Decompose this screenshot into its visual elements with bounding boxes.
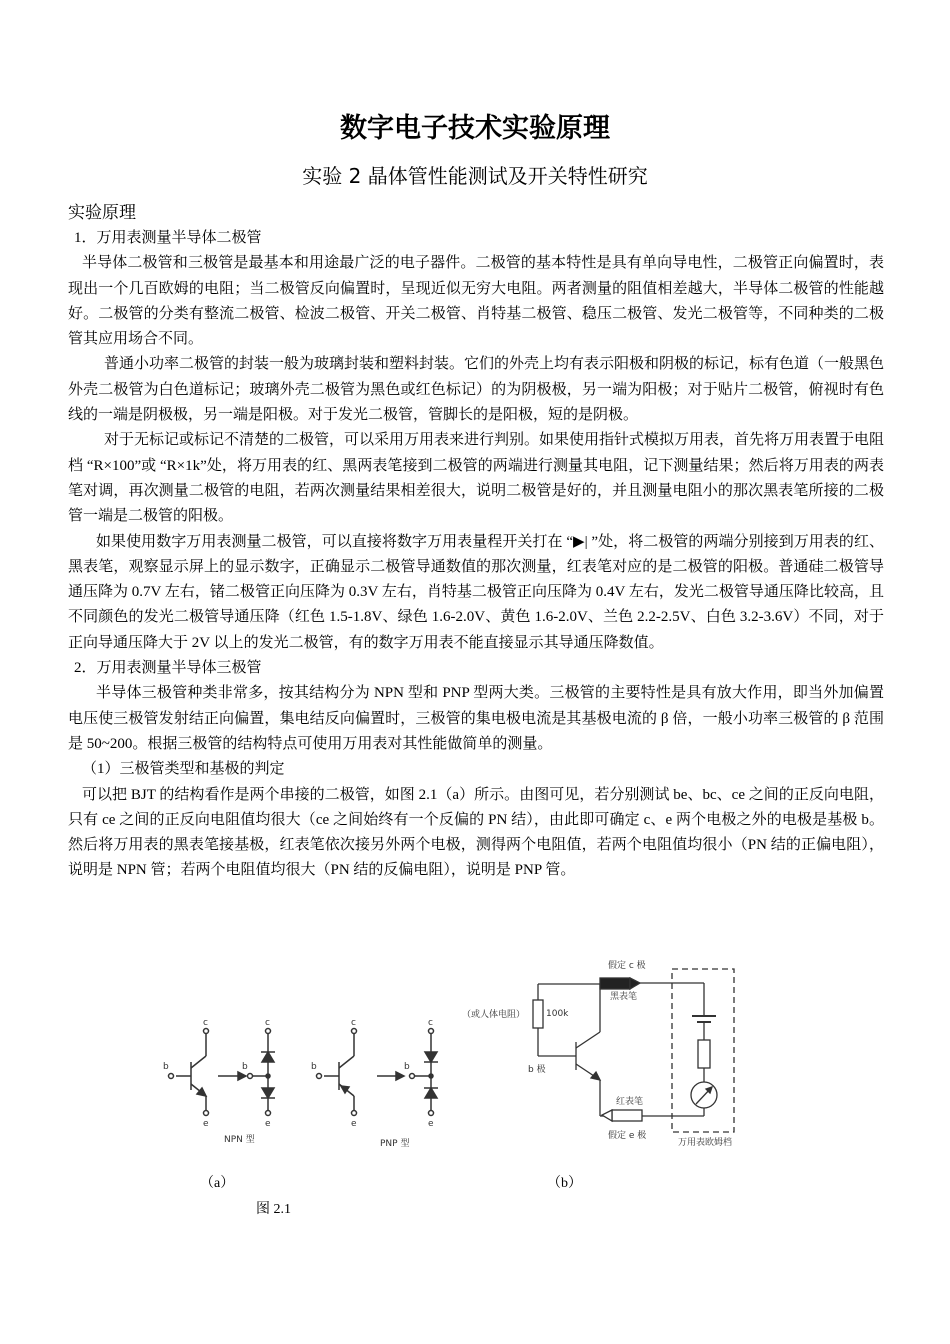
paragraph-subheading: （1）三极管类型和基极的判定 [82, 761, 285, 778]
paragraph: 半导体二极管和三极管是最基本和用途最广泛的电子器件。二极管的基本特性是具有单向导电性，二极管正向偏置时，表现出一个几百欧姆的电阻；当二极管反向偏置时，呈现近似无穷大电阻。两者测量的阻值相差越大，半导体二极管的性能越好。二极管的分类有整流二极管、检波二极管、开关二极管、肖特基二极管、稳压二极管、发光二极管等，不同种类的二极管其应用场合不同。 [68, 255, 884, 348]
label-e: e [265, 1119, 271, 1129]
caption-b: （b） [547, 1176, 582, 1191]
label-c: c [265, 1018, 270, 1028]
label-b: b [242, 1062, 248, 1072]
paragraph: 如果使用数字万用表测量二极管，可以直接将数字万用表量程开关打在 “▶| ”处，将二极管的两端分别接到万用表的红、黑表笔，观察显示屏上的显示数字，正确显示二极管导通数值的那次测量，红表笔对应的是二极管的阳极。普通硅二极管导通压降为 0.7V 左右，锗二极管正向压降为 0.3V 左右，肖特基二极管正向压降为 0.4V 左右，发光二极管导通压降比较高，且不同颜色的发光二极管导通压降（红色 1.5-1.8V、绿色 1.6-2.0V、黄色 1.6-2.0V、兰色 2.2-2.5V、白色 3.2-3.6V）不同，对于正向导通压降大于 2V 以上的发光二极管，有的数字万用表不能直接显示其导通压降数值。 [68, 533, 884, 651]
label-body-resistance: （或人体电阻） [462, 1010, 526, 1020]
label-c: c [428, 1018, 433, 1028]
page-subtitle: 实验 2 晶体管性能测试及开关特性研究 [302, 164, 648, 188]
label-c: c [203, 1018, 208, 1028]
paragraph-heading-transistor: 2．万用表测量半导体三极管 [74, 660, 262, 677]
label-e: e [351, 1119, 357, 1129]
label-black-probe: 黑表笔 [610, 992, 638, 1002]
paragraph: 对于无标记或标记不清楚的二极管，可以采用万用表来进行判别。如果使用指针式模拟万用表，首先将万用表置于电阻档 “R×100”或 “R×1k”处，将万用表的红、黑两表笔接到二极管的两端进行测量其电阻，记下测量结果；然后将万用表的两表笔对调，再次测量二极管的电阻，若两次测量结果相差很大，说明二极管是好的，并且测量电阻小的那次黑表笔所接的二极管一端是二极管的阳极。 [68, 432, 885, 525]
label-100k: 100k [546, 1009, 569, 1019]
section-heading: 实验原理 [68, 203, 136, 223]
caption-a: （a） [200, 1176, 235, 1191]
label-e: e [428, 1119, 434, 1129]
paragraph: 普通小功率二极管的封装一般为玻璃封装和塑料封装。它们的外壳上均有表示阳极和阴极的标记，标有色道（一般黑色外壳二极管为白色道标记；玻璃外壳二极管为黑色或红色标记）的为阴极极，另一端为阳极；对于贴片二极管，俯视时有色线的一端是阴极极，另一端是阳极。对于发光二极管，管脚长的是阳极，短的是阴极。 [68, 356, 885, 424]
paragraph: 可以把 BJT 的结构看作是两个串接的二极管，如图 2.1（a）所示。由图可见，若分别测试 be、bc、ce 之间的正反向电阻，只有 ce 之间的正反向电阻值均很大（ce 之间始终有一个反偏的 PN 结），由此即可确定 c、e 两个电极之外的电极是基极 b。然后将万用表的黑表笔接基极，红表笔依次接另外两个电极，测得两个电阻值，若两个电阻值均很小（PN 结的正偏电阻），说明是 NPN 管；若两个电阻值均很大（PN 结的反偏电阻），说明是 PNP 管。 [68, 786, 884, 879]
label-b: b [311, 1062, 317, 1072]
label-c: c [351, 1018, 356, 1028]
paragraph: 半导体三极管种类非常多，按其结构分为 NPN 型和 PNP 型两大类。三极管的主要特性是具有放大作用，即当外加偏置电压使三极管发射结正向偏置，集电结反向偏置时，三极管的集电极电流是其基极电流的 β 倍，一般小功率三极管的 β 范围是 50~200。根据三极管的结构特点可使用万用表对其性能做简单的测量。 [68, 685, 884, 752]
label-b: b [404, 1062, 410, 1072]
figure-a-pnp [317, 1029, 439, 1116]
figure-b-labels [462, 959, 732, 1148]
label-assume-c: 假定 c 极 [608, 961, 646, 971]
figure-a-labels [163, 1018, 434, 1149]
page-title: 数字电子技术实验原理 [340, 113, 610, 144]
label-npn: NPN 型 [224, 1135, 255, 1145]
label-pnp: PNP 型 [380, 1139, 410, 1149]
figure-caption: 图 2.1 [256, 1202, 291, 1217]
label-e: e [203, 1119, 209, 1129]
figure-a-npn [169, 1029, 276, 1116]
label-red-probe: 红表笔 [616, 1097, 644, 1107]
label-b: b [163, 1062, 169, 1072]
label-assume-e: 假定 e 极 [608, 1131, 647, 1141]
label-meter-range: 万用表欧姆档 [678, 1138, 733, 1148]
paragraph-heading-diode: 1．万用表测量半导体二极管 [74, 230, 262, 246]
label-b-pole: b 极 [528, 1065, 546, 1075]
